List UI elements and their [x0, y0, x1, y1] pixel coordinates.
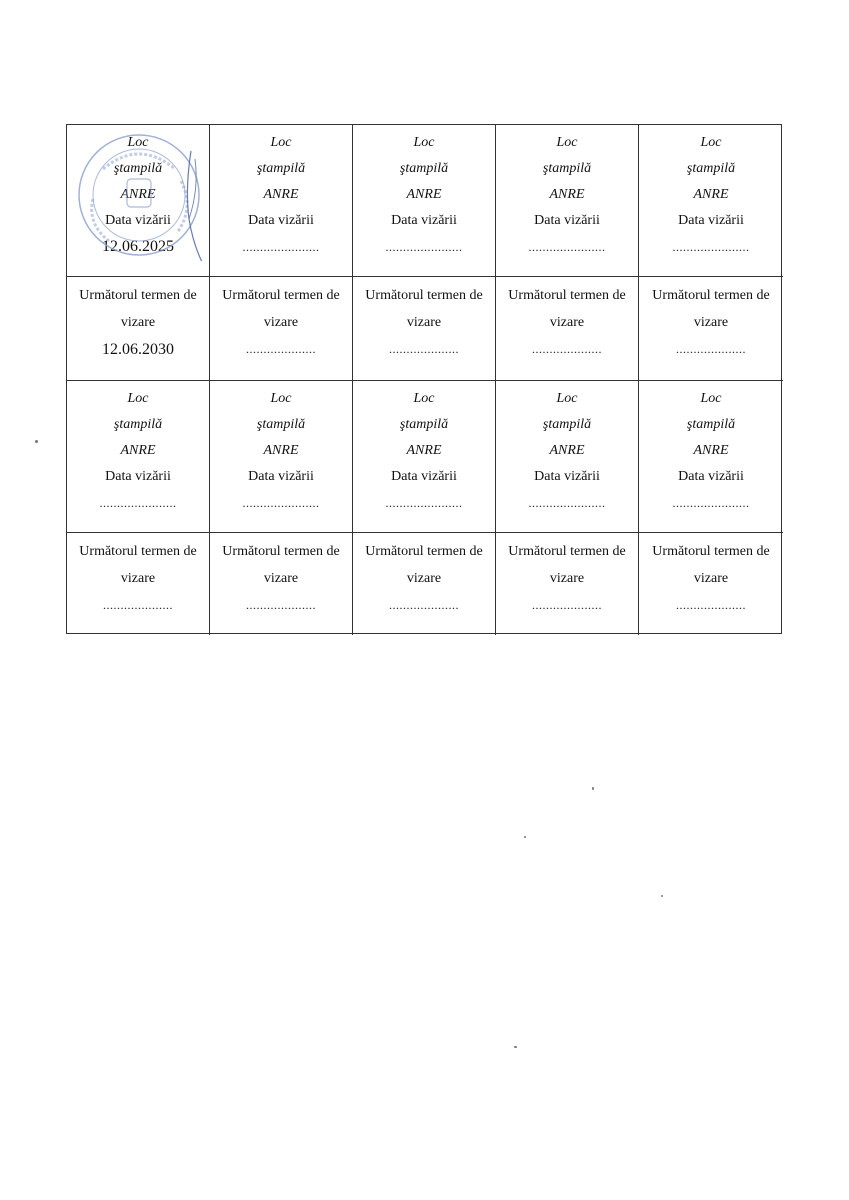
- next-term-placeholder: ....................: [389, 598, 459, 612]
- next-term-cell-6: [67, 533, 210, 635]
- stamp-cell-1: [67, 125, 210, 277]
- next-term-placeholder: ....................: [676, 342, 746, 356]
- scan-speck: [35, 440, 38, 443]
- visa-date-placeholder: ......................: [242, 496, 320, 510]
- stamp-cell-5: [639, 125, 783, 277]
- anre-label: ANRE: [120, 187, 156, 202]
- next-term-label-2: vizare: [406, 571, 442, 586]
- anre-label: ANRE: [263, 187, 299, 202]
- visa-date-label: Data vizării: [105, 469, 171, 484]
- stampila-label: ştampilă: [399, 417, 449, 432]
- visa-date-label: Data vizării: [391, 469, 457, 484]
- next-term-label: Următorul termen de: [79, 288, 197, 303]
- next-term-placeholder: ....................: [532, 598, 602, 612]
- next-term-cell-9: [496, 533, 639, 635]
- stamp-cell-10: [639, 381, 783, 533]
- visa-date-label: Data vizării: [105, 213, 171, 228]
- stamp-cell-9: [496, 381, 639, 533]
- next-term-cell-10: [639, 533, 783, 635]
- stampila-label: ştampilă: [399, 161, 449, 176]
- next-term-cell-4: [496, 277, 639, 381]
- stamp-cell-8: [353, 381, 496, 533]
- visa-date-label: Data vizării: [534, 213, 600, 228]
- loc-label: Loc: [270, 135, 292, 150]
- visa-date-label: Data vizării: [391, 213, 457, 228]
- next-term-label-2: vizare: [693, 571, 729, 586]
- next-term-label: Următorul termen de: [365, 288, 483, 303]
- next-term-label-2: vizare: [263, 571, 299, 586]
- stamp-cell-7: [210, 381, 353, 533]
- visa-date-value: 12.06.2025: [102, 238, 174, 255]
- visa-date-label: Data vizării: [248, 213, 314, 228]
- next-term-label: Următorul termen de: [652, 544, 770, 559]
- next-term-cell-1: [67, 277, 210, 381]
- stampila-label: ştampilă: [542, 417, 592, 432]
- stamp-cell-2: [210, 125, 353, 277]
- next-term-label: Următorul termen de: [652, 288, 770, 303]
- scan-speck: [514, 1046, 517, 1048]
- visa-date-label: Data vizării: [248, 469, 314, 484]
- anre-label: ANRE: [693, 187, 729, 202]
- next-term-cell-3: [353, 277, 496, 381]
- next-term-label-2: vizare: [120, 571, 156, 586]
- next-term-label-2: vizare: [693, 315, 729, 330]
- stampila-label: ştampilă: [542, 161, 592, 176]
- next-term-cell-2: [210, 277, 353, 381]
- visa-table: [66, 124, 782, 634]
- scan-speck: [524, 836, 526, 838]
- stampila-label: ştampilă: [113, 417, 163, 432]
- next-term-cell-5: [639, 277, 783, 381]
- next-term-label-2: vizare: [549, 571, 585, 586]
- anre-label: ANRE: [549, 443, 585, 458]
- visa-date-placeholder: ......................: [242, 240, 320, 254]
- next-term-placeholder: ....................: [389, 342, 459, 356]
- next-term-label: Următorul termen de: [508, 544, 626, 559]
- visa-date-placeholder: ......................: [99, 496, 177, 510]
- next-term-placeholder: ....................: [532, 342, 602, 356]
- stamp-cell-6: [67, 381, 210, 533]
- anre-label: ANRE: [693, 443, 729, 458]
- next-term-placeholder: ....................: [246, 342, 316, 356]
- scan-speck: [661, 895, 663, 897]
- next-term-label-2: vizare: [120, 315, 156, 330]
- next-term-cell-7: [210, 533, 353, 635]
- anre-label: ANRE: [406, 443, 442, 458]
- visa-date-label: Data vizării: [534, 469, 600, 484]
- anre-label: ANRE: [549, 187, 585, 202]
- loc-label: Loc: [127, 391, 149, 406]
- next-term-label: Următorul termen de: [508, 288, 626, 303]
- stampila-label: ştampilă: [686, 417, 736, 432]
- next-term-label-2: vizare: [549, 315, 585, 330]
- next-term-label: Următorul termen de: [365, 544, 483, 559]
- next-term-placeholder: ....................: [246, 598, 316, 612]
- visa-date-placeholder: ......................: [528, 496, 606, 510]
- next-term-label: Următorul termen de: [222, 288, 340, 303]
- anre-label: ANRE: [263, 443, 299, 458]
- stamp-cell-4: [496, 125, 639, 277]
- stampila-label: ştampilă: [686, 161, 736, 176]
- next-term-value: 12.06.2030: [102, 341, 174, 358]
- visa-date-label: Data vizării: [678, 213, 744, 228]
- next-term-label-2: vizare: [406, 315, 442, 330]
- next-term-label-2: vizare: [263, 315, 299, 330]
- loc-label: Loc: [270, 391, 292, 406]
- loc-label: Loc: [556, 135, 578, 150]
- next-term-cell-8: [353, 533, 496, 635]
- stampila-label: ştampilă: [113, 161, 163, 176]
- anre-label: ANRE: [406, 187, 442, 202]
- visa-date-placeholder: ......................: [672, 496, 750, 510]
- next-term-placeholder: ....................: [103, 598, 173, 612]
- visa-date-label: Data vizării: [678, 469, 744, 484]
- loc-label: Loc: [127, 135, 149, 150]
- loc-label: Loc: [413, 135, 435, 150]
- loc-label: Loc: [413, 391, 435, 406]
- stampila-label: ştampilă: [256, 417, 306, 432]
- anre-label: ANRE: [120, 443, 156, 458]
- next-term-placeholder: ....................: [676, 598, 746, 612]
- loc-label: Loc: [700, 391, 722, 406]
- next-term-label: Următorul termen de: [79, 544, 197, 559]
- loc-label: Loc: [556, 391, 578, 406]
- visa-date-placeholder: ......................: [528, 240, 606, 254]
- stampila-label: ştampilă: [256, 161, 306, 176]
- visa-date-placeholder: ......................: [385, 240, 463, 254]
- visa-date-placeholder: ......................: [385, 496, 463, 510]
- stamp-cell-3: [353, 125, 496, 277]
- scan-speck: [592, 787, 594, 790]
- loc-label: Loc: [700, 135, 722, 150]
- next-term-label: Următorul termen de: [222, 544, 340, 559]
- visa-date-placeholder: ......................: [672, 240, 750, 254]
